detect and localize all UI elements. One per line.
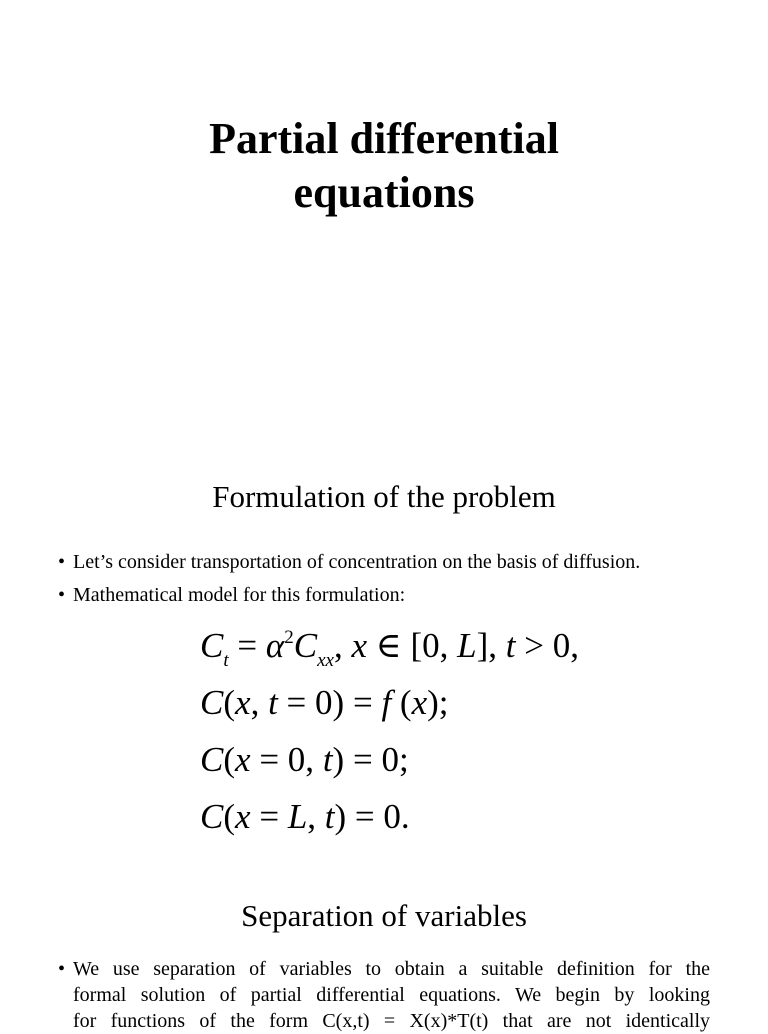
bullet-glyph: • xyxy=(58,958,66,980)
paragraph-line: for functions of the form C(x,t) = X(x)*T(t) that are not identically xyxy=(73,1010,710,1032)
section-heading-separation: Separation of variables xyxy=(241,898,527,933)
page-title xyxy=(0,112,768,220)
equation-pde: $C_t = \alpha^2C_{xx}$, x ∈ [0, L], t > 0, xyxy=(200,626,579,671)
title-line-2: equations xyxy=(293,168,475,217)
bullet-text: Mathematical model for this formulation: xyxy=(73,584,406,606)
title-line-1: Partial differential xyxy=(209,114,559,163)
bullet-glyph: • xyxy=(58,584,66,606)
paragraph-line: We use separation of variables to obtain a suitable definition for the xyxy=(73,958,710,980)
bullet-item xyxy=(58,582,405,608)
paragraph-separation xyxy=(58,956,710,1034)
bullet-text: Let’s consider transportation of concentration on the basis of diffusion. xyxy=(73,551,641,573)
bullet-item xyxy=(58,549,640,575)
bullet-glyph: • xyxy=(58,551,66,573)
equation-initial-condition: C(x, t = 0) = f (x); xyxy=(200,683,449,722)
section-heading-formulation: Formulation of the problem xyxy=(212,479,556,514)
equation-boundary-right: C(x = L, t) = 0. xyxy=(200,797,410,836)
equation-boundary-left: C(x = 0, t) = 0; xyxy=(200,740,409,779)
paragraph-line: formal solution of partial differential equations. We begin by looking xyxy=(73,984,710,1006)
